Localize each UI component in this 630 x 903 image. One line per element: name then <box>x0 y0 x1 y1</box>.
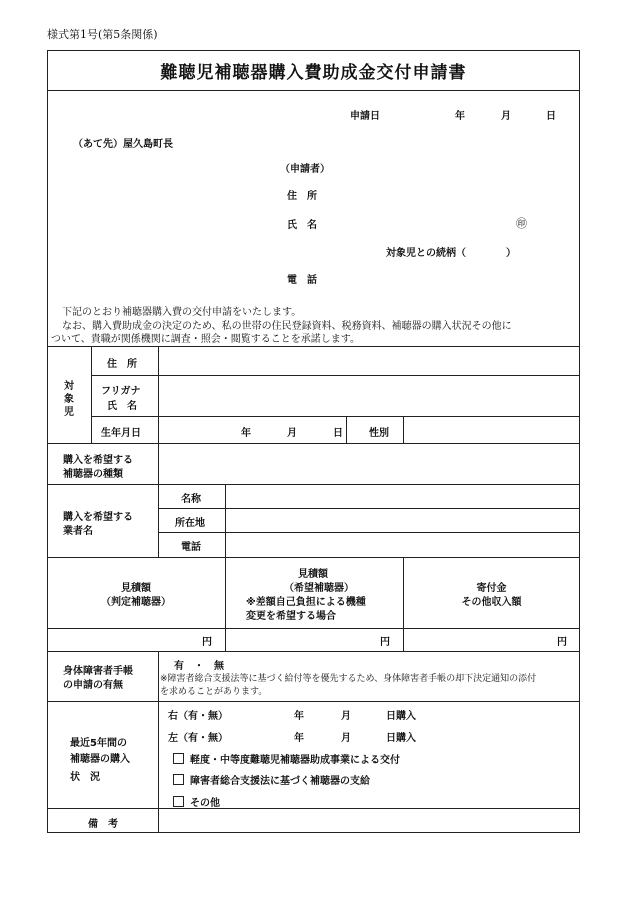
device-type-label-1: 購入を希望する <box>63 455 133 466</box>
application-date-month: 月 <box>501 111 511 122</box>
estimate-desired-label-2: （希望補聴器） <box>284 583 354 594</box>
divider <box>47 484 580 485</box>
checkbox[interactable] <box>173 774 184 785</box>
purchase-option-mild[interactable] <box>173 751 400 766</box>
purchase-option-mild-label: 軽度・中等度難聴児補聴器助成事業による交付 <box>190 755 400 766</box>
target-child-label-2: 象 <box>64 394 74 405</box>
remarks-label: 備 考 <box>88 819 118 830</box>
divider <box>47 701 580 702</box>
child-furigana-label: フリガナ <box>101 386 141 397</box>
estimate-desired-note-1: ※差額自己負担による機種 <box>246 597 366 608</box>
applicant-name-label: 氏 名 <box>287 220 317 231</box>
right-purchase-year: 年 <box>294 711 304 722</box>
divider <box>47 651 580 652</box>
device-type-label-2: 補聴器の種類 <box>63 469 123 480</box>
divider <box>403 416 404 443</box>
checkbox[interactable] <box>173 796 184 807</box>
birth-day-unit: 日 <box>333 428 343 439</box>
child-birthdate-label: 生年月日 <box>101 428 141 439</box>
divider <box>225 484 226 651</box>
estimate-judged-label-2: （判定補聴器） <box>101 597 171 608</box>
disability-cert-options[interactable]: 有 ・ 無 <box>174 661 224 672</box>
donation-label-1: 寄付金 <box>476 583 507 594</box>
vendor-location-label: 所在地 <box>175 518 205 529</box>
purchase-option-support-act-label: 障害者総合支援法に基づく補聴器の支給 <box>190 776 370 787</box>
target-child-label-3: 児 <box>64 407 74 418</box>
application-date-year: 年 <box>455 111 465 122</box>
form-number-label: 様式第1号(第5条関係) <box>47 28 158 41</box>
recent-purchase-label-2: 補聴器の購入 <box>70 754 130 765</box>
right-purchase-day: 日購入 <box>386 711 416 722</box>
disability-cert-note-1: ※障害者総合支援法等に基づく給付等を優先するため、身体障害者手帳の却下決定通知の添付 <box>160 674 537 684</box>
estimate-judged-yen: 円 <box>202 637 212 648</box>
left-purchase-year: 年 <box>294 733 304 744</box>
divider <box>346 416 347 443</box>
divider <box>47 628 580 629</box>
vendor-name-label: 名称 <box>181 494 201 505</box>
purchase-option-support-act[interactable] <box>173 772 370 787</box>
application-date-day: 日 <box>546 111 556 122</box>
child-name-label: 氏 名 <box>107 401 137 412</box>
right-purchase-month: 月 <box>341 711 351 722</box>
disability-cert-note-2: を求めることがあります。 <box>160 687 268 697</box>
disability-cert-label-1: 身体障害者手帳 <box>63 666 133 677</box>
application-date-label: 申請日 <box>350 111 380 122</box>
form-title: 難聴児補聴器購入費助成金交付申請書 <box>160 63 467 83</box>
birth-month-unit: 月 <box>287 428 297 439</box>
seal-mark: ㊞ <box>516 217 527 230</box>
divider <box>91 346 92 443</box>
purchase-option-other-label: その他 <box>190 798 220 809</box>
left-purchase-month: 月 <box>341 733 351 744</box>
left-ear-purchase[interactable]: 左（有・無） <box>168 733 228 744</box>
birth-year-unit: 年 <box>241 428 251 439</box>
applicant-address-label: 住 所 <box>287 191 317 202</box>
relation-label: 対象児との続柄（ ） <box>386 248 516 259</box>
applicant-heading: （申請者） <box>280 164 330 175</box>
disability-cert-label-2: の申請の有無 <box>63 680 123 691</box>
consent-text-line-1: 下記のとおり補聴器購入費の交付申請をいたします。 <box>62 307 302 318</box>
vendor-phone-label: 電話 <box>181 542 201 553</box>
divider <box>158 532 580 533</box>
estimate-desired-yen: 円 <box>380 637 390 648</box>
gender-label: 性別 <box>369 428 389 439</box>
consent-text-line-3: ついて、貴職が関係機関に調査・照会・閲覧することを承諾します。 <box>51 334 360 345</box>
divider <box>47 90 580 91</box>
divider <box>158 651 159 833</box>
addressee: （あて先）屋久島町長 <box>73 139 173 150</box>
divider <box>47 808 580 809</box>
divider <box>47 346 580 347</box>
child-address-label: 住 所 <box>107 359 137 370</box>
estimate-desired-label-1: 見積額 <box>298 569 328 580</box>
target-child-label-1: 対 <box>64 381 74 392</box>
estimate-judged-label-1: 見積額 <box>121 583 151 594</box>
divider <box>91 416 580 417</box>
divider <box>47 557 580 558</box>
vendor-label-2: 業者名 <box>63 526 93 537</box>
right-ear-purchase[interactable]: 右（有・無） <box>168 711 228 722</box>
purchase-option-other[interactable] <box>173 794 220 809</box>
estimate-desired-note-2: 変更を希望する場合 <box>246 611 336 622</box>
divider <box>158 508 580 509</box>
left-purchase-day: 日購入 <box>386 733 416 744</box>
donation-yen: 円 <box>557 637 567 648</box>
checkbox[interactable] <box>173 753 184 764</box>
divider <box>158 346 159 557</box>
recent-purchase-label-3: 状 況 <box>70 772 100 783</box>
donation-label-2: その他収入額 <box>461 597 522 608</box>
recent-purchase-label-1: 最近5年間の <box>70 738 127 749</box>
divider <box>91 375 580 376</box>
divider <box>47 443 580 444</box>
consent-text-line-2: なお、購入費助成金の決定のため、私の世帯の住民登録資料、税務資料、補聴器の購入状況その他に <box>62 321 512 332</box>
applicant-phone-label: 電 話 <box>287 275 317 286</box>
vendor-label-1: 購入を希望する <box>63 512 133 523</box>
